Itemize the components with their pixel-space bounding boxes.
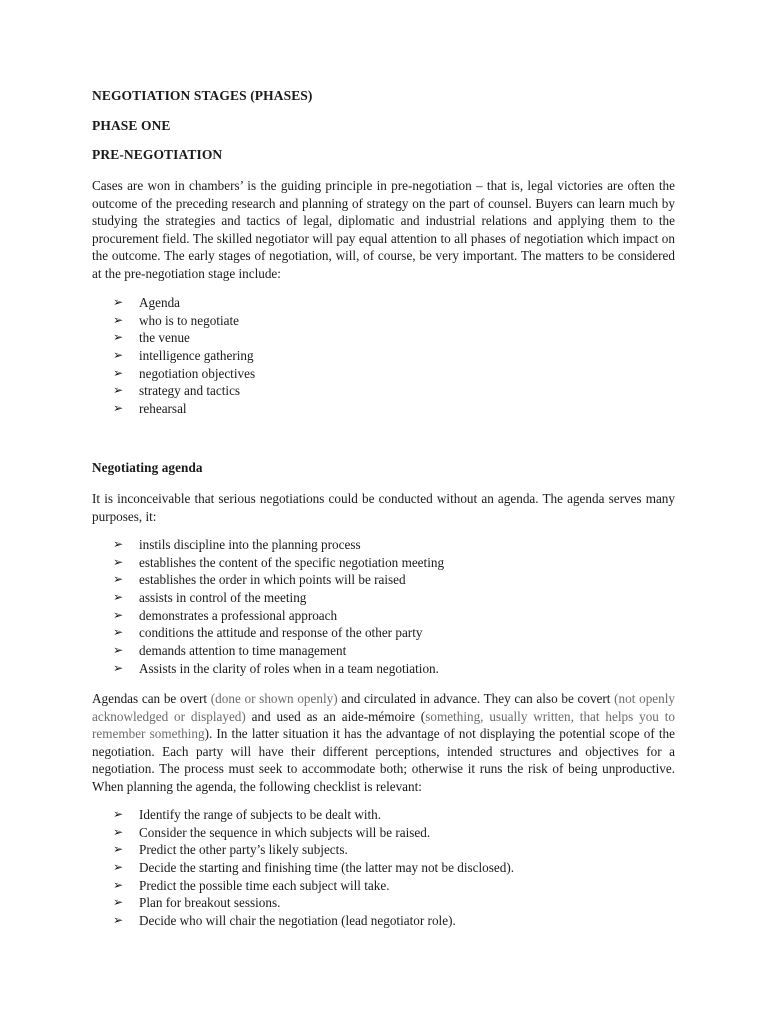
text-run: and circulated in advance. They can also be covert bbox=[337, 691, 615, 706]
list-item bbox=[113, 554, 444, 572]
arrow-bullet-icon: ➢ bbox=[113, 348, 124, 363]
arrow-bullet-icon: ➢ bbox=[113, 660, 124, 675]
definition-aide-memoire: something, usually written, that helps you to remember something bbox=[92, 708, 675, 742]
list-item-text: demonstrates a professional approach bbox=[139, 607, 338, 623]
agenda-purposes-list bbox=[113, 536, 444, 678]
list-item-text: establishes the content of the specific negotiation meeting bbox=[139, 554, 445, 570]
agenda-paragraph: It is inconceivable that serious negotiations could be conducted without an agenda. The agenda serves many purposes, it: bbox=[92, 491, 675, 524]
arrow-bullet-icon: ➢ bbox=[113, 607, 124, 622]
arrow-bullet-icon: ➢ bbox=[113, 590, 124, 605]
pre-negotiation-list bbox=[113, 294, 255, 418]
list-item bbox=[113, 660, 444, 678]
list-item-text: rehearsal bbox=[139, 401, 187, 417]
arrow-bullet-icon: ➢ bbox=[113, 895, 124, 910]
list-item-text: conditions the attitude and response of the other party bbox=[139, 625, 423, 641]
arrow-bullet-icon: ➢ bbox=[113, 383, 124, 398]
list-item bbox=[113, 806, 514, 824]
agenda-types-paragraph bbox=[92, 690, 675, 796]
list-item-text: Agenda bbox=[139, 295, 181, 310]
list-item-text: strategy and tactics bbox=[139, 383, 241, 399]
list-item-text: establishes the order in which points will be raised bbox=[139, 572, 406, 588]
arrow-bullet-icon: ➢ bbox=[113, 330, 124, 345]
list-item bbox=[113, 329, 255, 347]
text-run: Agendas can be overt bbox=[92, 691, 211, 706]
list-item bbox=[113, 877, 514, 895]
list-item bbox=[113, 859, 514, 877]
arrow-bullet-icon: ➢ bbox=[113, 807, 124, 821]
list-item bbox=[113, 841, 514, 859]
list-item-text: assists in control of the meeting bbox=[139, 590, 307, 606]
list-item-text: who is to negotiate bbox=[139, 312, 239, 328]
arrow-bullet-icon: ➢ bbox=[113, 877, 124, 892]
list-item bbox=[113, 294, 255, 312]
list-item-text: Predict the possible time each subject will take. bbox=[139, 877, 390, 893]
arrow-bullet-icon: ➢ bbox=[113, 913, 124, 928]
list-item-text: Assists in the clarity of roles when in a team negotiation. bbox=[139, 660, 439, 676]
list-item bbox=[113, 382, 255, 400]
list-item-text: Identify the range of subjects to be dealt with. bbox=[139, 807, 382, 822]
list-item bbox=[113, 912, 514, 930]
arrow-bullet-icon: ➢ bbox=[113, 295, 124, 309]
definition-overt: (done or shown openly) bbox=[210, 691, 338, 706]
list-item-text: Decide who will chair the negotiation (lead negotiator role). bbox=[139, 913, 456, 929]
arrow-bullet-icon: ➢ bbox=[113, 312, 124, 327]
list-item bbox=[113, 536, 444, 554]
arrow-bullet-icon: ➢ bbox=[113, 365, 124, 380]
list-item-text: intelligence gathering bbox=[139, 348, 254, 364]
arrow-bullet-icon: ➢ bbox=[113, 401, 124, 416]
list-item bbox=[113, 312, 255, 330]
list-item-text: Decide the starting and finishing time (the latter may not be disclosed). bbox=[139, 860, 515, 876]
text-run: and used as an aide-mémoire ( bbox=[245, 708, 426, 724]
arrow-bullet-icon: ➢ bbox=[113, 554, 124, 569]
list-item-text: the venue bbox=[139, 330, 190, 346]
intro-paragraph: Cases are won in chambers’ is the guiding principle in pre-negotiation – that is, legal victories are often the outcome of the preceding research and planning of strategy on the part of counsel. Buyers can learn much by studying the strategies and tactics of legal, diplomatic and industrial relations and applying them to the procurement field. The skilled negotiator will pay equal attention to all phases of negotiation which impact on the outcome. The early stages of negotiation, will, of course, be very important. The matters to be considered at the pre-negotiation stage include: bbox=[92, 178, 675, 281]
list-item-text: negotiation objectives bbox=[139, 365, 256, 381]
list-item bbox=[113, 347, 255, 365]
list-item bbox=[113, 824, 514, 842]
document-title: NEGOTIATION STAGES (PHASES) bbox=[92, 88, 313, 103]
list-item-text: instils discipline into the planning process bbox=[139, 537, 361, 552]
section-heading: PRE-NEGOTIATION bbox=[92, 147, 223, 162]
arrow-bullet-icon: ➢ bbox=[113, 860, 124, 875]
list-item-text: demands attention to time management bbox=[139, 643, 347, 659]
list-item bbox=[113, 607, 444, 625]
arrow-bullet-icon: ➢ bbox=[113, 537, 124, 551]
list-item bbox=[113, 365, 255, 383]
agenda-checklist bbox=[113, 806, 514, 930]
list-item bbox=[113, 894, 514, 912]
list-item-text: Predict the other party’s likely subjects. bbox=[139, 842, 348, 858]
list-item bbox=[113, 589, 444, 607]
arrow-bullet-icon: ➢ bbox=[113, 572, 124, 587]
list-item bbox=[113, 571, 444, 589]
arrow-bullet-icon: ➢ bbox=[113, 643, 124, 658]
list-item-text: Consider the sequence in which subjects will be raised. bbox=[139, 824, 431, 840]
arrow-bullet-icon: ➢ bbox=[113, 842, 124, 857]
text-run: ). In the latter situation it has the advantage of not displaying the potential scope of the negotiation. Each party will have their different perceptions, intended structures and objectives for a negotiation. The process must seek to accommodate both; otherwise it runs the risk of being unproductive. When planning the agenda, the following checklist is relevant: bbox=[92, 726, 675, 794]
list-item-text: Plan for breakout sessions. bbox=[139, 895, 281, 911]
list-item bbox=[113, 624, 444, 642]
arrow-bullet-icon: ➢ bbox=[113, 625, 124, 640]
list-item bbox=[113, 642, 444, 660]
definition-covert: (not openly acknowledged or displayed) bbox=[92, 691, 675, 724]
arrow-bullet-icon: ➢ bbox=[113, 824, 124, 839]
phase-heading: PHASE ONE bbox=[92, 118, 171, 133]
list-item bbox=[113, 400, 255, 418]
agenda-heading: Negotiating agenda bbox=[92, 460, 203, 475]
